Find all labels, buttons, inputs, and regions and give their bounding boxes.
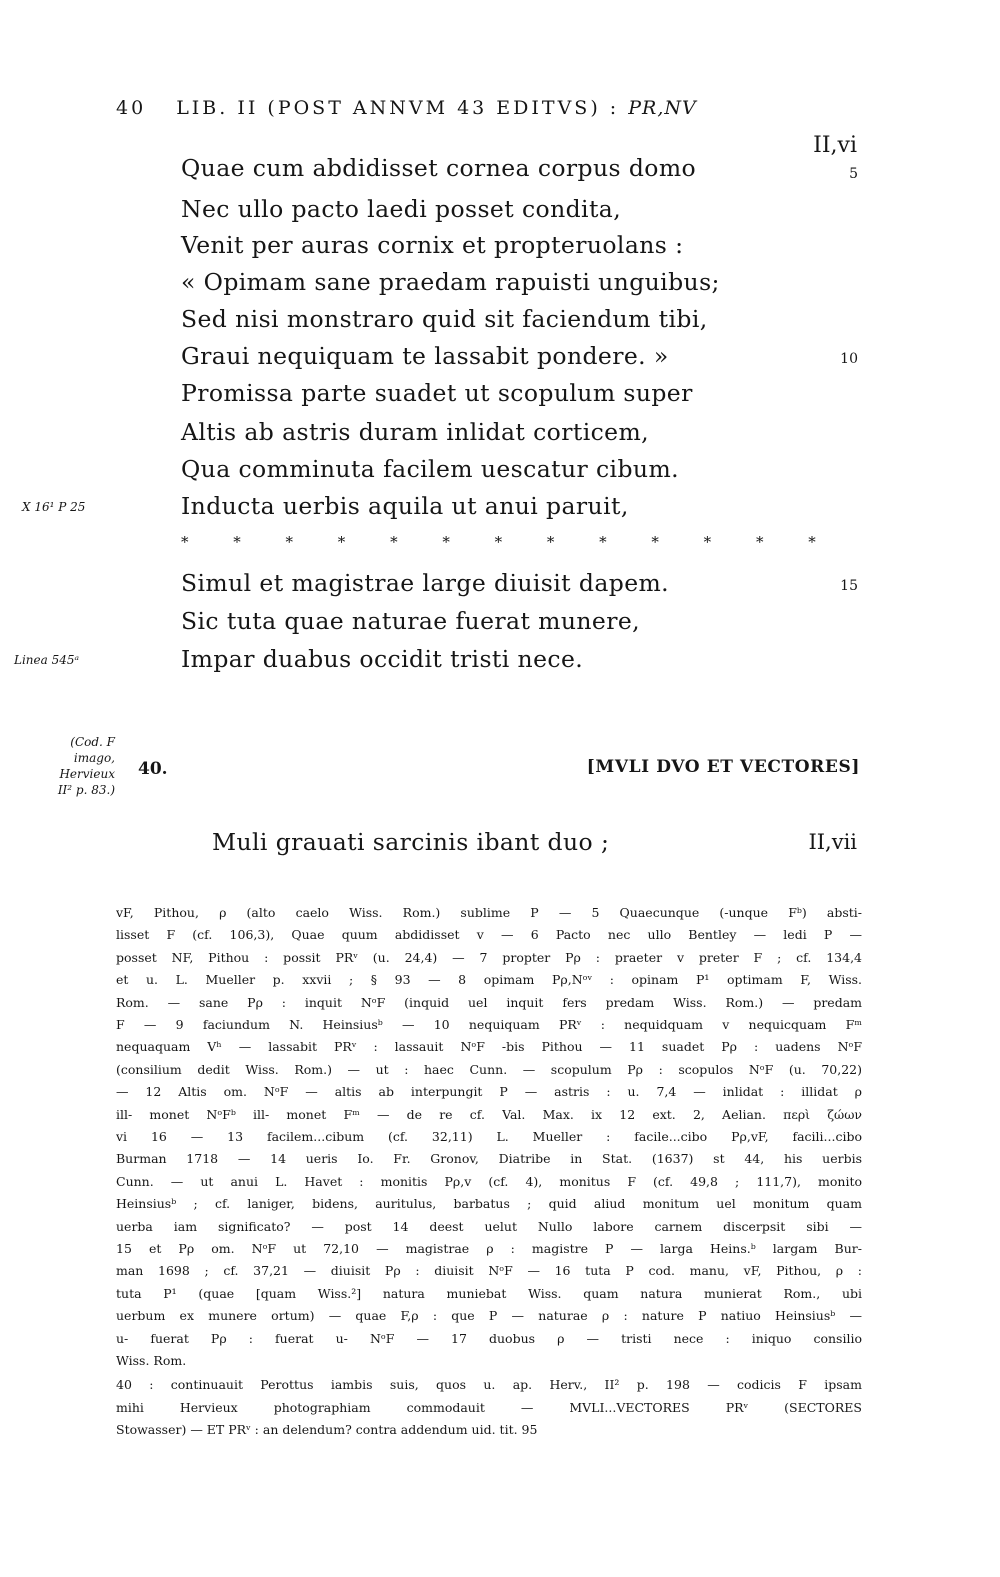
- apparatus-line: mihi Hervieux photographiam commodauit — MVLI...VECTORES PRᵛ (SECTORES: [116, 1399, 862, 1415]
- poem-line: Altis ab astris duram inlidat corticem,: [181, 418, 650, 446]
- apparatus-line: posset NF, Pithou : possit PRᵛ (u. 24,4) — 7 propter Pρ : praeter v preter F ; cf. 134,4: [116, 949, 862, 965]
- apparatus-line: uerba iam significato? — post 14 deest uelut Nullo labore carnem discerpsit sibi —: [116, 1218, 862, 1234]
- apparatus-line: (consilium dedit Wiss. Rom.) — ut : haec Cunn. — scopulum Pρ : scopulos NᵒF (u. 70,22): [116, 1061, 862, 1077]
- apparatus-line: F — 9 faciundum N. Heinsiusᵇ — 10 nequiquam PRᵛ : nequidquam v nequicquam Fᵐ: [116, 1017, 862, 1032]
- apparatus-line: Heinsiusᵇ ; cf. laniger, bidens, auritulus, barbatus ; quid aliud monitum uel monitum quam: [116, 1196, 862, 1212]
- poem-line: « Opimam sane praedam rapuisti unguibus;: [181, 268, 720, 296]
- poem-line: Graui nequiquam te lassabit pondere. »: [181, 342, 669, 370]
- apparatus-line: — 12 Altis om. NᵒF — altis ab interpungit P — astris : u. 7,4 — inlidat : illidat ρ: [116, 1084, 862, 1100]
- apparatus-line: 40 : continuauit Perottus iambis suis, quos u. ap. Herv., II² p. 198 — codicis F ipsam: [116, 1377, 862, 1393]
- poem-line: Sed nisi monstraro quid sit faciendum tibi,: [181, 305, 708, 333]
- apparatus-line: Burman 1718 — 14 ueris Io. Fr. Gronov, Diatribe in Stat. (1637) st 44, his uerbis: [116, 1151, 862, 1167]
- poem-line: Quae cum abdidisset cornea corpus domo: [181, 154, 697, 182]
- fable-number: 40.: [138, 759, 168, 779]
- apparatus-line: nequaquam Vʰ — lassabit PRᵛ : lassauit NᵒF -bis Pithou — 11 suadet Pρ : uadens NᵒF: [116, 1039, 862, 1055]
- margin-note-line: (Cod. F: [70, 735, 115, 749]
- apparatus-line: et u. L. Mueller p. xxvii ; § 93 — 8 opimam Pρ,Nᵒᵛ : opinam P¹ optimam F, Wiss.: [116, 972, 862, 988]
- line-number: 15: [840, 578, 858, 594]
- fable-title: [MVLI DVO ET VECTORES]: [586, 757, 860, 777]
- apparatus-line: Stowasser) — ET PRᵛ : an delendum? contra addendum uid. tit. 95: [116, 1422, 538, 1438]
- apparatus-line: uerbum ex munere ortum) — quae F,ρ : que P — naturae ρ : nature P natiuo Heinsiusᵇ —: [116, 1308, 862, 1324]
- apparatus-line: vi 16 — 13 facilem...cibum (cf. 32,11) L. Mueller : facile...cibo Pρ,vF, facili...cibo: [116, 1129, 862, 1144]
- poem-line: Qua comminuta facilem uescatur cibum.: [181, 455, 679, 483]
- poem-line: Promissa parte suadet ut scopulum super: [181, 379, 693, 407]
- apparatus-line: ill- monet NᵒFᵇ ill- monet Fᵐ — de re cf. Val. Max. ix 12 ext. 2, Aelian. περὶ ζώων: [116, 1106, 862, 1122]
- line-number: 5: [849, 166, 858, 182]
- section-reference: II,vii: [808, 830, 857, 854]
- running-header: [116, 97, 697, 119]
- poem-line: Nec ullo pacto laedi posset condita,: [181, 195, 622, 223]
- poem-line: Sic tuta quae naturae fuerat munere,: [181, 607, 641, 635]
- apparatus-line: tuta P¹ (quae [quam Wiss.²] natura muniebat Wiss. quam natura munierat Rom., ubi: [116, 1285, 862, 1301]
- apparatus-line: lisset F (cf. 106,3), Quae quum abdidisset v — 6 Pacto nec ullo Bentley — ledi P —: [116, 927, 862, 943]
- lacuna-marker: * * * * * * * * * * * * *: [181, 533, 836, 551]
- margin-note-line: imago,: [73, 751, 115, 765]
- apparatus-line: vF, Pithou, ρ (alto caelo Wiss. Rom.) sublime P — 5 Quaecunque (-unque Fᵇ) absti-: [116, 905, 862, 920]
- apparatus-line: Rom. — sane Pρ : inquit NᵒF (inquid uel inquit fers predam Wiss. Rom.) — predam: [116, 994, 862, 1010]
- running-title: LIB. II (POST ANNVM 43 EDITVS) :: [176, 97, 620, 119]
- apparatus-line: u- fuerat Pρ : fuerat u- NᵒF — 17 duobus ρ — tristi nece : iniquo consilio: [116, 1330, 862, 1346]
- codex-margin-note: [20, 734, 115, 798]
- apparatus-line: Cunn. — ut anui L. Havet : monitis Pρ,v (cf. 4), monitus F (cf. 49,8 ; 111,7), monito: [116, 1173, 862, 1189]
- apparatus-line: 15 et Pρ om. NᵒF ut 72,10 — magistrae ρ : magistre P — larga Heins.ᵇ largam Bur-: [116, 1241, 862, 1256]
- side-note: Linea 545ᵃ: [14, 653, 80, 667]
- margin-note-line: II² p. 83.): [57, 783, 115, 797]
- poem-line: Inducta uerbis aquila ut anui paruit,: [181, 492, 629, 520]
- margin-note-line: Hervieux: [59, 767, 115, 781]
- poem-line: Simul et magistrae large diuisit dapem.: [181, 569, 670, 597]
- page-number: 40: [116, 97, 147, 119]
- section-reference: II,vi: [813, 133, 857, 158]
- line-number: 10: [840, 351, 858, 367]
- apparatus-line: man 1698 ; cf. 37,21 — diuisit Pρ : diuisit NᵒF — 16 tuta P cod. manu, vF, Pithou, ρ :: [116, 1263, 862, 1279]
- apparatus-line: Wiss. Rom.: [116, 1353, 187, 1368]
- poem-line: Venit per auras cornix et propteruolans :: [181, 231, 684, 259]
- poem-line: Impar duabus occidit tristi nece.: [181, 645, 584, 673]
- header-sigla: PR,NV: [628, 97, 697, 119]
- side-note: X 16¹ P 25: [22, 500, 86, 514]
- poem-line: Muli grauati sarcinis ibant duo ;: [212, 828, 610, 856]
